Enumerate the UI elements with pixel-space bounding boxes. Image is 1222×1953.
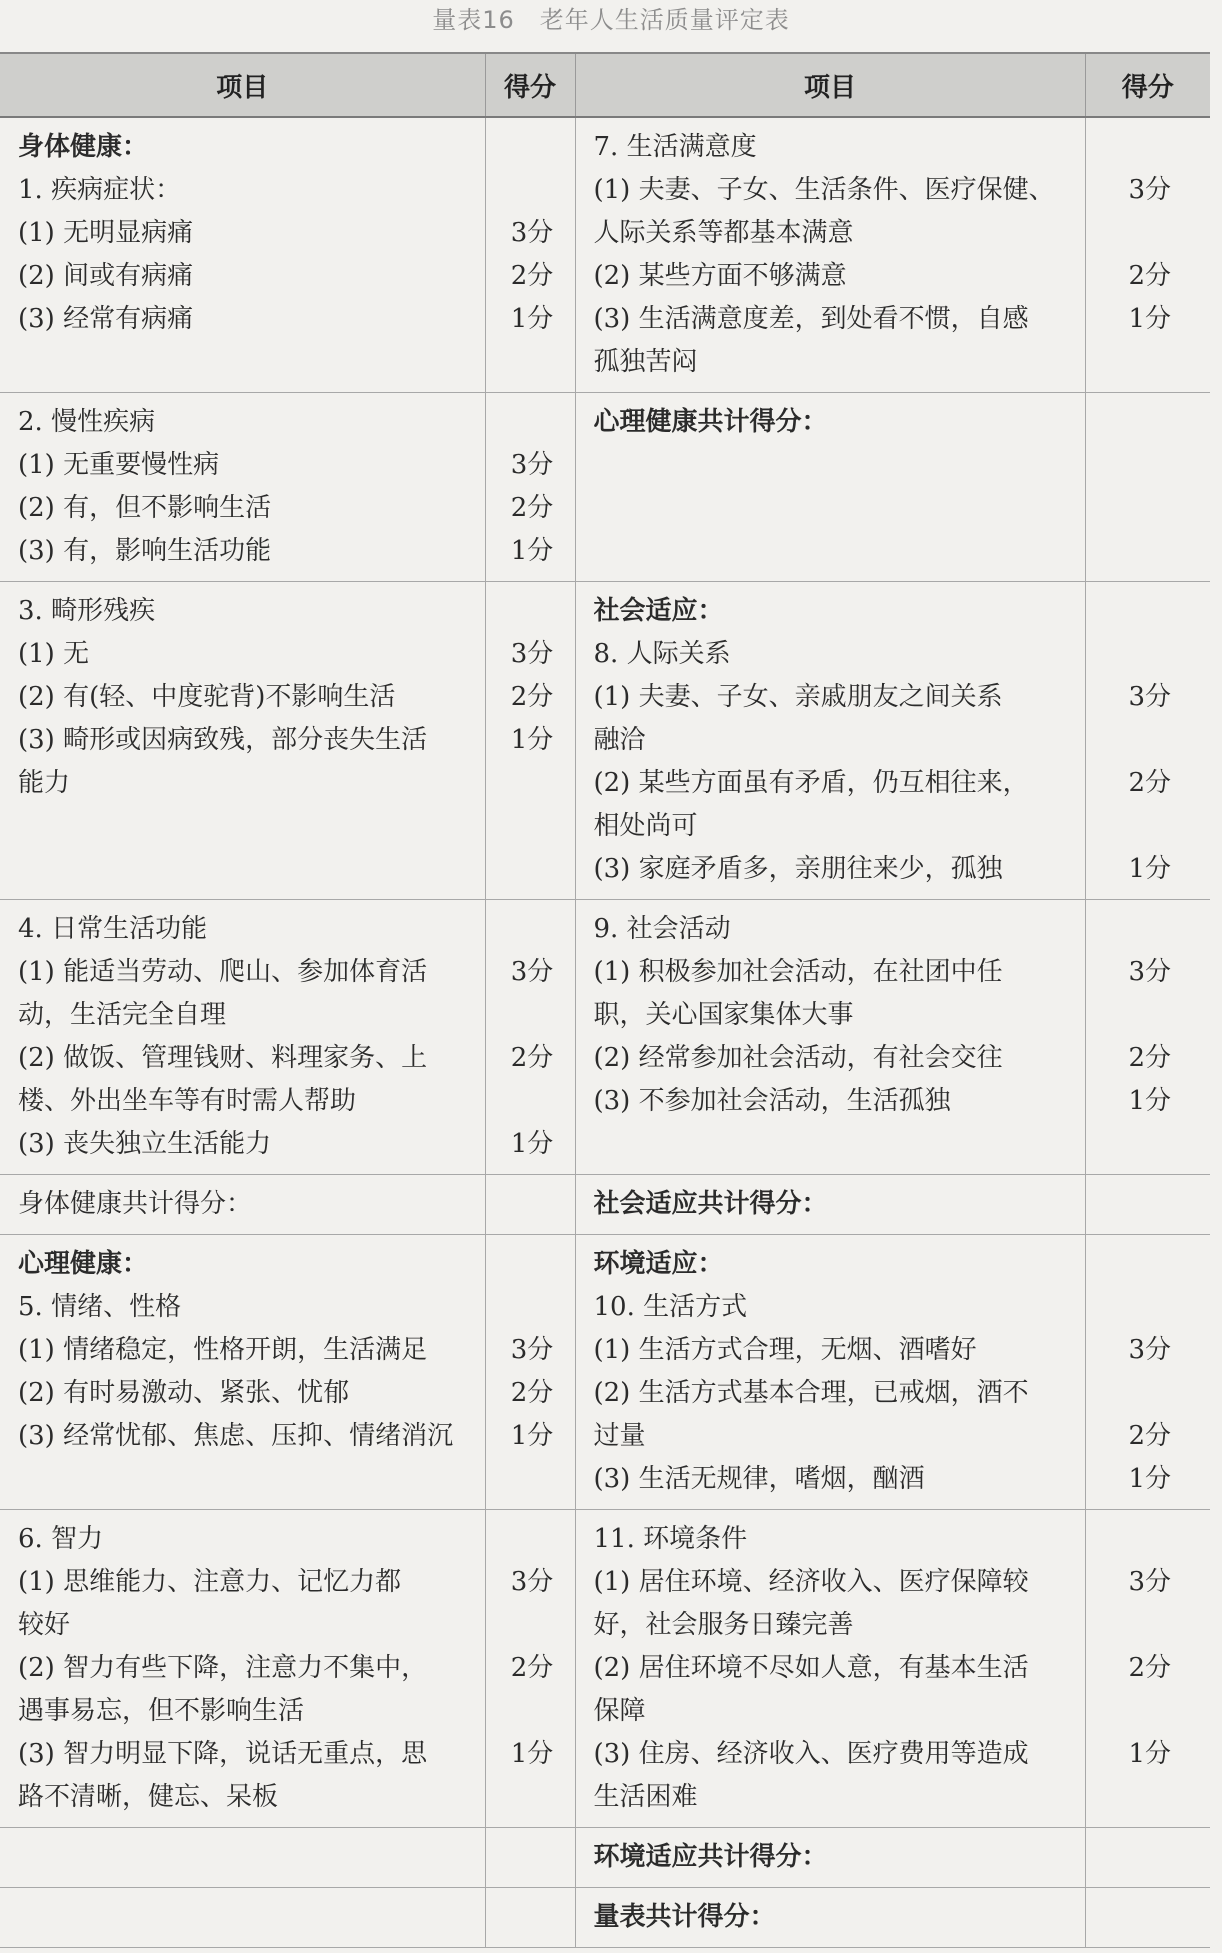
item-text: (1) 无重要慢性病 xyxy=(18,450,220,480)
score-value: 2分 xyxy=(1128,1653,1172,1683)
score-spacer xyxy=(504,401,561,444)
item-text: (1) 夫妻、子女、生活条件、医疗保健、 xyxy=(593,175,1055,205)
score-spacer xyxy=(1104,341,1197,384)
score-value: 2分 xyxy=(510,1043,554,1073)
score-value: 2分 xyxy=(510,1653,554,1683)
score-spacer xyxy=(1104,908,1197,951)
right-item-cell xyxy=(575,582,1085,900)
right-item-cell xyxy=(575,1235,1085,1510)
score-value: 1分 xyxy=(1128,1086,1172,1116)
score-value: 2分 xyxy=(1128,261,1172,291)
score-value: 2分 xyxy=(510,261,554,291)
item-text: 较好 xyxy=(18,1610,71,1640)
left-score-cell xyxy=(485,393,575,582)
table-caption: 量表16 老年人生活质量评定表 xyxy=(432,6,790,34)
score-value: 3分 xyxy=(510,957,554,987)
score-value: 3分 xyxy=(1128,175,1172,205)
item-text: 生活困难 xyxy=(593,1782,698,1812)
item-text: (1) 夫妻、子女、亲戚朋友之间关系 xyxy=(593,682,1003,712)
item-text: 1. 疾病症状： xyxy=(18,175,182,205)
item-text: 相处尚可 xyxy=(593,811,698,841)
left-item-cell xyxy=(0,117,485,393)
score-value: 3分 xyxy=(510,1567,554,1597)
item-text: 6. 智力 xyxy=(18,1524,104,1554)
score-value: 2分 xyxy=(1128,768,1172,798)
score-spacer xyxy=(1104,1243,1197,1286)
score-value: 3分 xyxy=(510,218,554,248)
item-text: 8. 人际关系 xyxy=(593,639,731,669)
score-spacer xyxy=(504,908,561,951)
score-spacer xyxy=(504,169,561,212)
score-spacer xyxy=(1104,401,1197,444)
score-value: 1分 xyxy=(510,1739,554,1769)
score-value: 3分 xyxy=(1128,1335,1172,1365)
item-text: (2) 间或有病痛 xyxy=(18,261,194,291)
item-text: (2) 做饭、管理钱财、料理家务、上 xyxy=(18,1043,428,1073)
score-spacer xyxy=(1104,805,1197,848)
item-text: 职，关心国家集体大事 xyxy=(593,1000,854,1030)
table-row xyxy=(0,582,1210,900)
item-text: (2) 生活方式基本合理，已戒烟，酒不 xyxy=(593,1378,1029,1408)
score-value: 2分 xyxy=(510,682,554,712)
score-spacer xyxy=(504,1286,561,1329)
item-text: 社会适应共计得分： xyxy=(593,1189,828,1219)
item-text: 保障 xyxy=(593,1696,646,1726)
item-text: 环境适应： xyxy=(593,1249,724,1279)
quality-of-life-scale-table xyxy=(0,52,1210,1948)
item-text: 9. 社会活动 xyxy=(593,914,731,944)
score-spacer xyxy=(504,126,561,169)
item-text: 路不清晰，健忘、呆板 xyxy=(18,1782,279,1812)
score-spacer xyxy=(1104,1286,1197,1329)
item-text: (1) 无 xyxy=(18,639,90,669)
score-value: 1分 xyxy=(1128,854,1172,884)
item-text: 7. 生活满意度 xyxy=(593,132,757,162)
item-text: 环境适应共计得分： xyxy=(593,1842,828,1872)
left-score-cell xyxy=(485,1888,575,1948)
item-text: 社会适应： xyxy=(593,596,724,626)
left-score-cell xyxy=(485,1235,575,1510)
score-spacer xyxy=(1104,1776,1197,1819)
left-item-cell xyxy=(0,1510,485,1828)
left-score-cell xyxy=(485,1510,575,1828)
item-text: (2) 经常参加社会活动，有社会交往 xyxy=(593,1043,1003,1073)
item-text: (2) 某些方面不够满意 xyxy=(593,261,847,291)
score-spacer xyxy=(504,1518,561,1561)
right-score-cell xyxy=(1085,393,1210,582)
left-item-cell xyxy=(0,900,485,1175)
item-text: 5. 情绪、性格 xyxy=(18,1292,182,1322)
score-value: 3分 xyxy=(1128,1567,1172,1597)
score-spacer xyxy=(1104,633,1197,676)
item-text: 4. 日常生活功能 xyxy=(18,914,208,944)
left-score-cell xyxy=(485,900,575,1175)
score-value: 2分 xyxy=(1128,1043,1172,1073)
item-text: (1) 无明显病痛 xyxy=(18,218,194,248)
score-spacer xyxy=(504,1243,561,1286)
right-item-cell xyxy=(575,1828,1085,1888)
item-text: (3) 畸形或因病致残，部分丧失生活 xyxy=(18,725,428,755)
table-body xyxy=(0,117,1210,1948)
score-value: 3分 xyxy=(1128,957,1172,987)
left-item-cell xyxy=(0,1828,485,1888)
score-spacer xyxy=(504,590,561,633)
item-text: 11. 环境条件 xyxy=(593,1524,748,1554)
score-spacer xyxy=(1104,719,1197,762)
left-item-cell xyxy=(0,1175,485,1235)
score-value: 1分 xyxy=(1128,304,1172,334)
item-text: 人际关系等都基本满意 xyxy=(593,218,854,248)
left-item-cell xyxy=(0,1235,485,1510)
score-spacer xyxy=(1104,1836,1197,1879)
item-text: 楼、外出坐车等有时需人帮助 xyxy=(18,1086,357,1116)
right-score-cell xyxy=(1085,1888,1210,1948)
item-text: 身体健康： xyxy=(18,132,149,162)
item-text: 孤独苦闷 xyxy=(593,347,698,377)
item-text: (3) 经常有病痛 xyxy=(18,304,194,334)
score-value: 1分 xyxy=(510,725,554,755)
header-row xyxy=(0,53,1210,117)
left-item-cell xyxy=(0,393,485,582)
score-value: 2分 xyxy=(1128,1421,1172,1451)
item-text: (3) 有，影响生活功能 xyxy=(18,536,272,566)
score-value: 2分 xyxy=(510,1378,554,1408)
item-text: 过量 xyxy=(593,1421,646,1451)
score-spacer xyxy=(504,1776,561,1819)
item-text: 动，生活完全自理 xyxy=(18,1000,227,1030)
item-text: (3) 不参加社会活动，生活孤独 xyxy=(593,1086,951,1116)
table-row xyxy=(0,1828,1210,1888)
score-value: 1分 xyxy=(510,1129,554,1159)
item-text: (1) 积极参加社会活动，在社团中任 xyxy=(593,957,1003,987)
right-score-cell xyxy=(1085,1235,1210,1510)
item-text: (2) 居住环境不尽如人意，有基本生活 xyxy=(593,1653,1029,1683)
item-text: 遇事易忘，但不影响生活 xyxy=(18,1696,305,1726)
item-text: (2) 有，但不影响生活 xyxy=(18,493,272,523)
left-score-cell xyxy=(485,1175,575,1235)
item-text: 心理健康共计得分： xyxy=(593,407,828,437)
item-text: (3) 住房、经济收入、医疗费用等造成 xyxy=(593,1739,1029,1769)
score-value: 3分 xyxy=(1128,682,1172,712)
item-text: 身体健康共计得分： xyxy=(18,1189,253,1219)
score-value: 1分 xyxy=(1128,1739,1172,1769)
right-score-cell xyxy=(1085,582,1210,900)
item-text: 量表共计得分： xyxy=(593,1902,776,1932)
score-value: 1分 xyxy=(1128,1464,1172,1494)
item-text: (2) 有(轻、中度驼背)不影响生活 xyxy=(18,682,396,712)
score-spacer xyxy=(1104,1690,1197,1733)
table-row xyxy=(0,1510,1210,1828)
left-item-cell xyxy=(0,1888,485,1948)
table-row xyxy=(0,900,1210,1175)
item-text: 10. 生活方式 xyxy=(593,1292,748,1322)
left-score-cell xyxy=(485,1828,575,1888)
score-spacer xyxy=(1104,1604,1197,1647)
item-text: 3. 畸形残疾 xyxy=(18,596,156,626)
right-score-cell xyxy=(1085,1510,1210,1828)
item-text: (3) 家庭矛盾多，亲朋往来少，孤独 xyxy=(593,854,1003,884)
table-row xyxy=(0,1888,1210,1948)
score-spacer xyxy=(504,1183,561,1226)
item-text: (3) 丧失独立生活能力 xyxy=(18,1129,272,1159)
item-text: (1) 能适当劳动、爬山、参加体育活 xyxy=(18,957,428,987)
score-spacer xyxy=(504,762,561,805)
score-spacer xyxy=(504,1690,561,1733)
score-value: 1分 xyxy=(510,304,554,334)
left-score-cell xyxy=(485,117,575,393)
table-row xyxy=(0,393,1210,582)
score-spacer xyxy=(1104,994,1197,1037)
right-score-cell xyxy=(1085,1175,1210,1235)
right-item-cell xyxy=(575,1888,1085,1948)
item-text: 能力 xyxy=(18,768,71,798)
item-text: (3) 生活满意度差，到处看不惯，自感 xyxy=(593,304,1029,334)
score-value: 2分 xyxy=(510,493,554,523)
right-score-cell xyxy=(1085,900,1210,1175)
right-item-cell xyxy=(575,1175,1085,1235)
header-score-right: 得分 xyxy=(1085,53,1210,117)
item-text: 心理健康： xyxy=(18,1249,149,1279)
item-text: (3) 生活无规律，嗜烟，酗酒 xyxy=(593,1464,925,1494)
item-text: (1) 居住环境、经济收入、医疗保障较 xyxy=(593,1567,1029,1597)
table-row xyxy=(0,1235,1210,1510)
score-value: 1分 xyxy=(510,1421,554,1451)
score-spacer xyxy=(1104,1518,1197,1561)
right-item-cell xyxy=(575,117,1085,393)
left-item-cell xyxy=(0,582,485,900)
item-text: (1) 生活方式合理，无烟、酒嗜好 xyxy=(593,1335,977,1365)
right-score-cell xyxy=(1085,117,1210,393)
score-spacer xyxy=(1104,1372,1197,1415)
item-text: (3) 智力明显下降，说话无重点，思 xyxy=(18,1739,428,1769)
table-row xyxy=(0,1175,1210,1235)
score-value: 3分 xyxy=(510,639,554,669)
score-value: 3分 xyxy=(510,450,554,480)
score-value: 1分 xyxy=(510,536,554,566)
item-text: (2) 智力有些下降，注意力不集中， xyxy=(18,1653,428,1683)
item-text: 好，社会服务日臻完善 xyxy=(593,1610,854,1640)
score-spacer xyxy=(1104,1896,1197,1939)
score-spacer xyxy=(504,994,561,1037)
left-score-cell xyxy=(485,582,575,900)
item-text: (2) 某些方面虽有矛盾，仍互相往来， xyxy=(593,768,1029,798)
item-text: 2. 慢性疾病 xyxy=(18,407,156,437)
header-item-right: 项目 xyxy=(575,53,1085,117)
header-score-left: 得分 xyxy=(485,53,575,117)
score-spacer xyxy=(504,1080,561,1123)
right-score-cell xyxy=(1085,1828,1210,1888)
score-spacer xyxy=(1104,590,1197,633)
table-row xyxy=(0,117,1210,393)
header-item-left: 项目 xyxy=(0,53,485,117)
right-item-cell xyxy=(575,1510,1085,1828)
score-spacer xyxy=(1104,1183,1197,1226)
item-text: (2) 有时易激动、紧张、忧郁 xyxy=(18,1378,350,1408)
score-spacer xyxy=(1104,212,1197,255)
item-text: (1) 情绪稳定，性格开朗，生活满足 xyxy=(18,1335,428,1365)
score-spacer xyxy=(1104,126,1197,169)
item-text: (1) 思维能力、注意力、记忆力都 xyxy=(18,1567,402,1597)
right-item-cell xyxy=(575,900,1085,1175)
score-value: 3分 xyxy=(510,1335,554,1365)
score-spacer xyxy=(504,1604,561,1647)
right-item-cell xyxy=(575,393,1085,582)
item-text: 融洽 xyxy=(593,725,646,755)
item-text: (3) 经常忧郁、焦虑、压抑、情绪消沉 xyxy=(18,1421,454,1451)
